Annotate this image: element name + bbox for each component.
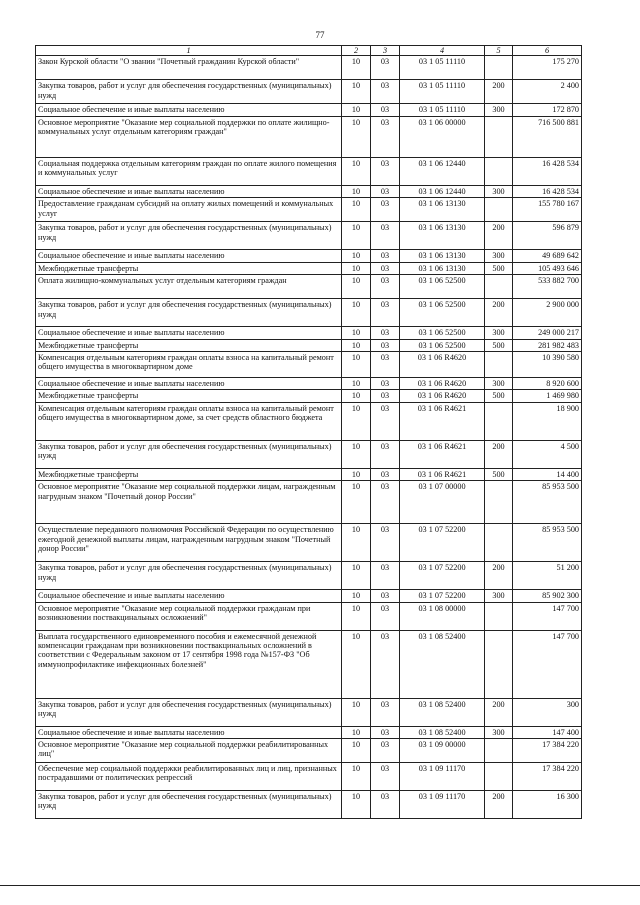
row-section-cell: 10 <box>342 198 371 222</box>
row-section-cell: 10 <box>342 56 371 80</box>
row-subsection-cell: 03 <box>371 116 400 157</box>
row-section-cell: 10 <box>342 390 371 402</box>
row-name-cell: Социальное обеспечение и иные выплаты населению <box>36 590 342 602</box>
row-subsection-cell: 03 <box>371 698 400 726</box>
row-target-code-cell: 03 1 06 52500 <box>400 327 485 339</box>
table-row <box>36 104 582 116</box>
row-expense-type-cell <box>485 602 513 630</box>
row-name-cell: Социальная поддержка отдельным категориям граждан по оплате жилого помещения и коммунальных услуг <box>36 157 342 185</box>
row-subsection-cell: 03 <box>371 630 400 698</box>
table-row <box>36 80 582 104</box>
table-row <box>36 524 582 562</box>
row-target-code-cell: 03 1 08 52400 <box>400 726 485 738</box>
row-name-cell: Оплата жилищно-коммунальных услуг отдельным категориям граждан <box>36 275 342 299</box>
row-target-code-cell: 03 1 06 R4620 <box>400 377 485 389</box>
row-expense-type-cell <box>485 198 513 222</box>
row-expense-type-cell <box>485 739 513 763</box>
row-section-cell: 10 <box>342 739 371 763</box>
row-expense-type-cell: 300 <box>485 377 513 389</box>
row-name-cell: Социальное обеспечение и иные выплаты населению <box>36 377 342 389</box>
row-expense-type-cell: 300 <box>485 726 513 738</box>
row-name-cell: Закупка товаров, работ и услуг для обеспечения государственных (муниципальных) нужд <box>36 562 342 590</box>
table-row <box>36 56 582 80</box>
row-subsection-cell: 03 <box>371 440 400 468</box>
row-subsection-cell: 03 <box>371 262 400 274</box>
row-amount-cell: 85 953 500 <box>513 524 582 562</box>
row-amount-cell: 49 689 642 <box>513 250 582 262</box>
row-expense-type-cell <box>485 524 513 562</box>
row-subsection-cell: 03 <box>371 198 400 222</box>
row-subsection-cell: 03 <box>371 468 400 480</box>
row-name-cell: Предоставление гражданам субсидий на оплату жилых помещений и коммунальных услуг <box>36 198 342 222</box>
table-row <box>36 726 582 738</box>
row-amount-cell: 2 400 <box>513 80 582 104</box>
row-target-code-cell: 03 1 05 11110 <box>400 80 485 104</box>
row-name-cell: Закупка товаров, работ и услуг для обеспечения государственных (муниципальных) нужд <box>36 698 342 726</box>
row-amount-cell: 16 428 534 <box>513 185 582 197</box>
row-section-cell: 10 <box>342 339 371 351</box>
table-row <box>36 390 582 402</box>
table-row <box>36 185 582 197</box>
row-expense-type-cell <box>485 275 513 299</box>
table-row <box>36 590 582 602</box>
row-amount-cell: 18 900 <box>513 402 582 440</box>
table-row <box>36 791 582 819</box>
row-section-cell: 10 <box>342 481 371 524</box>
row-expense-type-cell: 200 <box>485 791 513 819</box>
row-amount-cell: 300 <box>513 698 582 726</box>
row-subsection-cell: 03 <box>371 481 400 524</box>
table-row <box>36 630 582 698</box>
row-amount-cell: 249 000 217 <box>513 327 582 339</box>
row-name-cell: Закупка товаров, работ и услуг для обеспечения государственных (муниципальных) нужд <box>36 791 342 819</box>
row-target-code-cell: 03 1 06 R4621 <box>400 440 485 468</box>
row-expense-type-cell <box>485 56 513 80</box>
table-row <box>36 468 582 480</box>
row-section-cell: 10 <box>342 262 371 274</box>
row-target-code-cell: 03 1 06 13130 <box>400 262 485 274</box>
row-target-code-cell: 03 1 06 R4621 <box>400 468 485 480</box>
row-section-cell: 10 <box>342 116 371 157</box>
row-amount-cell: 14 400 <box>513 468 582 480</box>
row-expense-type-cell <box>485 630 513 698</box>
row-amount-cell: 281 982 483 <box>513 339 582 351</box>
row-section-cell: 10 <box>342 440 371 468</box>
row-subsection-cell: 03 <box>371 377 400 389</box>
row-target-code-cell: 03 1 09 11170 <box>400 763 485 791</box>
row-subsection-cell: 03 <box>371 327 400 339</box>
row-amount-cell: 175 270 <box>513 56 582 80</box>
row-expense-type-cell: 200 <box>485 299 513 327</box>
row-name-cell: Социальное обеспечение и иные выплаты населению <box>36 726 342 738</box>
column-header-section: 2 <box>342 46 371 56</box>
row-expense-type-cell: 200 <box>485 562 513 590</box>
row-amount-cell: 4 500 <box>513 440 582 468</box>
row-subsection-cell: 03 <box>371 739 400 763</box>
table-row <box>36 116 582 157</box>
row-expense-type-cell: 300 <box>485 590 513 602</box>
row-amount-cell: 147 700 <box>513 630 582 698</box>
row-section-cell: 10 <box>342 763 371 791</box>
row-target-code-cell: 03 1 08 00000 <box>400 602 485 630</box>
row-subsection-cell: 03 <box>371 763 400 791</box>
table-row <box>36 351 582 377</box>
table-row <box>36 402 582 440</box>
row-amount-cell: 147 400 <box>513 726 582 738</box>
row-subsection-cell: 03 <box>371 80 400 104</box>
table-row <box>36 222 582 250</box>
row-expense-type-cell <box>485 351 513 377</box>
row-section-cell: 10 <box>342 275 371 299</box>
row-section-cell: 10 <box>342 250 371 262</box>
row-subsection-cell: 03 <box>371 726 400 738</box>
row-amount-cell: 10 390 580 <box>513 351 582 377</box>
table-row <box>36 602 582 630</box>
row-section-cell: 10 <box>342 524 371 562</box>
row-subsection-cell: 03 <box>371 351 400 377</box>
row-amount-cell: 85 953 500 <box>513 481 582 524</box>
column-header-expense-type: 5 <box>485 46 513 56</box>
row-target-code-cell: 03 1 06 13130 <box>400 198 485 222</box>
row-target-code-cell: 03 1 06 12440 <box>400 185 485 197</box>
row-section-cell: 10 <box>342 726 371 738</box>
row-target-code-cell: 03 1 08 52400 <box>400 630 485 698</box>
row-expense-type-cell: 500 <box>485 339 513 351</box>
row-subsection-cell: 03 <box>371 562 400 590</box>
row-amount-cell: 147 700 <box>513 602 582 630</box>
row-target-code-cell: 03 1 06 13130 <box>400 250 485 262</box>
row-subsection-cell: 03 <box>371 390 400 402</box>
row-name-cell: Межбюджетные трансферты <box>36 339 342 351</box>
row-section-cell: 10 <box>342 299 371 327</box>
row-name-cell: Закупка товаров, работ и услуг для обеспечения государственных (муниципальных) нужд <box>36 440 342 468</box>
row-target-code-cell: 03 1 06 12440 <box>400 157 485 185</box>
row-target-code-cell: 03 1 06 13130 <box>400 222 485 250</box>
row-amount-cell: 17 384 220 <box>513 763 582 791</box>
row-target-code-cell: 03 1 09 11170 <box>400 791 485 819</box>
column-header-subsection: 3 <box>371 46 400 56</box>
row-name-cell: Межбюджетные трансферты <box>36 468 342 480</box>
row-target-code-cell: 03 1 09 00000 <box>400 739 485 763</box>
table-row <box>36 739 582 763</box>
row-subsection-cell: 03 <box>371 104 400 116</box>
row-name-cell: Основное мероприятие "Оказание мер социальной поддержки лицам, награжденным нагрудным знаком "Почетный донор России" <box>36 481 342 524</box>
row-subsection-cell: 03 <box>371 56 400 80</box>
row-section-cell: 10 <box>342 185 371 197</box>
budget-table <box>35 45 582 819</box>
row-expense-type-cell: 500 <box>485 468 513 480</box>
row-target-code-cell: 03 1 07 52200 <box>400 562 485 590</box>
row-name-cell: Закон Курской области "О звании "Почетный гражданин Курской области" <box>36 56 342 80</box>
row-amount-cell: 16 300 <box>513 791 582 819</box>
row-amount-cell: 105 493 646 <box>513 262 582 274</box>
row-section-cell: 10 <box>342 351 371 377</box>
row-name-cell: Основное мероприятие "Оказание мер социальной поддержки гражданам при возникновении поствакцинальных осложнений" <box>36 602 342 630</box>
row-amount-cell: 155 780 167 <box>513 198 582 222</box>
row-name-cell: Социальное обеспечение и иные выплаты населению <box>36 250 342 262</box>
row-amount-cell: 172 870 <box>513 104 582 116</box>
row-name-cell: Компенсация отдельным категориям граждан оплаты взноса на капитальный ремонт общего имущества в многоквартирном доме <box>36 351 342 377</box>
table-row <box>36 481 582 524</box>
row-subsection-cell: 03 <box>371 250 400 262</box>
row-target-code-cell: 03 1 07 00000 <box>400 481 485 524</box>
row-amount-cell: 716 500 881 <box>513 116 582 157</box>
row-section-cell: 10 <box>342 791 371 819</box>
row-target-code-cell: 03 1 08 52400 <box>400 698 485 726</box>
row-section-cell: 10 <box>342 468 371 480</box>
row-name-cell: Межбюджетные трансферты <box>36 262 342 274</box>
row-amount-cell: 1 469 980 <box>513 390 582 402</box>
row-section-cell: 10 <box>342 104 371 116</box>
row-name-cell: Закупка товаров, работ и услуг для обеспечения государственных (муниципальных) нужд <box>36 80 342 104</box>
table-row <box>36 339 582 351</box>
row-section-cell: 10 <box>342 630 371 698</box>
row-name-cell: Основное мероприятие "Оказание мер социальной поддержки по оплате жилищно-коммунальных услуг отдельным категориям граждан" <box>36 116 342 157</box>
row-subsection-cell: 03 <box>371 185 400 197</box>
row-section-cell: 10 <box>342 377 371 389</box>
row-section-cell: 10 <box>342 562 371 590</box>
row-expense-type-cell <box>485 116 513 157</box>
row-expense-type-cell: 500 <box>485 390 513 402</box>
table-row <box>36 562 582 590</box>
row-expense-type-cell: 300 <box>485 104 513 116</box>
column-header-target-code: 4 <box>400 46 485 56</box>
row-section-cell: 10 <box>342 402 371 440</box>
row-amount-cell: 596 879 <box>513 222 582 250</box>
row-subsection-cell: 03 <box>371 222 400 250</box>
row-target-code-cell: 03 1 06 52500 <box>400 299 485 327</box>
row-name-cell: Межбюджетные трансферты <box>36 390 342 402</box>
row-target-code-cell: 03 1 05 11110 <box>400 104 485 116</box>
row-name-cell: Осуществление переданного полномочия Российской Федерации по осуществлению ежегодной денежной выплаты лицам, награжденным нагрудным знаком "Почетный донор России" <box>36 524 342 562</box>
row-name-cell: Социальное обеспечение и иные выплаты населению <box>36 327 342 339</box>
row-name-cell: Закупка товаров, работ и услуг для обеспечения государственных (муниципальных) нужд <box>36 299 342 327</box>
column-header-amount: 6 <box>513 46 582 56</box>
row-section-cell: 10 <box>342 590 371 602</box>
table-row <box>36 198 582 222</box>
row-expense-type-cell <box>485 481 513 524</box>
row-section-cell: 10 <box>342 80 371 104</box>
row-subsection-cell: 03 <box>371 157 400 185</box>
row-target-code-cell: 03 1 05 11110 <box>400 56 485 80</box>
row-subsection-cell: 03 <box>371 791 400 819</box>
row-subsection-cell: 03 <box>371 275 400 299</box>
row-subsection-cell: 03 <box>371 602 400 630</box>
table-row <box>36 377 582 389</box>
row-target-code-cell: 03 1 06 R4621 <box>400 402 485 440</box>
row-target-code-cell: 03 1 06 52500 <box>400 275 485 299</box>
table-row <box>36 250 582 262</box>
row-subsection-cell: 03 <box>371 339 400 351</box>
row-name-cell: Основное мероприятие "Оказание мер социальной поддержки реабилитированных лиц" <box>36 739 342 763</box>
row-expense-type-cell: 200 <box>485 80 513 104</box>
row-expense-type-cell <box>485 763 513 791</box>
column-number-row <box>36 46 582 56</box>
row-name-cell: Компенсация отдельным категориям граждан оплаты взноса на капитальный ремонт общего имущества в многоквартирном доме, за счет средств областного бюджета <box>36 402 342 440</box>
table-row <box>36 440 582 468</box>
table-row <box>36 157 582 185</box>
page-bottom-rule <box>0 885 640 886</box>
row-target-code-cell: 03 1 06 R4620 <box>400 351 485 377</box>
row-name-cell: Выплата государственного единовременного пособия и ежемесячной денежной компенсации гражданам при возникновении поствакцинальных осложнений в соответствии с Федеральным законом от 17 сентября 1998 года №157-ФЗ "Об иммунопрофилактике инфекционных болезней" <box>36 630 342 698</box>
row-expense-type-cell: 300 <box>485 250 513 262</box>
column-header-name: 1 <box>36 46 342 56</box>
row-target-code-cell: 03 1 06 R4620 <box>400 390 485 402</box>
row-name-cell: Социальное обеспечение и иные выплаты населению <box>36 104 342 116</box>
table-row <box>36 299 582 327</box>
row-amount-cell: 85 902 300 <box>513 590 582 602</box>
row-section-cell: 10 <box>342 327 371 339</box>
row-name-cell: Обеспечение мер социальной поддержки реабилитированных лиц и лиц, признанных пострадавшими от политических репрессий <box>36 763 342 791</box>
row-target-code-cell: 03 1 06 52500 <box>400 339 485 351</box>
row-expense-type-cell <box>485 402 513 440</box>
row-expense-type-cell: 300 <box>485 327 513 339</box>
row-amount-cell: 51 200 <box>513 562 582 590</box>
table-row <box>36 763 582 791</box>
row-name-cell: Социальное обеспечение и иные выплаты населению <box>36 185 342 197</box>
row-target-code-cell: 03 1 07 52200 <box>400 590 485 602</box>
row-expense-type-cell: 500 <box>485 262 513 274</box>
row-subsection-cell: 03 <box>371 402 400 440</box>
table-row <box>36 698 582 726</box>
row-subsection-cell: 03 <box>371 524 400 562</box>
row-target-code-cell: 03 1 06 00000 <box>400 116 485 157</box>
row-expense-type-cell: 200 <box>485 440 513 468</box>
row-target-code-cell: 03 1 07 52200 <box>400 524 485 562</box>
row-section-cell: 10 <box>342 602 371 630</box>
table-row <box>36 275 582 299</box>
row-expense-type-cell: 300 <box>485 185 513 197</box>
table-body <box>36 56 582 819</box>
row-amount-cell: 2 900 000 <box>513 299 582 327</box>
row-amount-cell: 8 920 600 <box>513 377 582 389</box>
table-row <box>36 262 582 274</box>
row-expense-type-cell: 200 <box>485 222 513 250</box>
row-subsection-cell: 03 <box>371 590 400 602</box>
row-section-cell: 10 <box>342 698 371 726</box>
row-expense-type-cell: 200 <box>485 698 513 726</box>
table-row <box>36 327 582 339</box>
row-amount-cell: 16 428 534 <box>513 157 582 185</box>
row-amount-cell: 533 882 700 <box>513 275 582 299</box>
page-number: 77 <box>315 30 325 40</box>
row-subsection-cell: 03 <box>371 299 400 327</box>
row-expense-type-cell <box>485 157 513 185</box>
row-name-cell: Закупка товаров, работ и услуг для обеспечения государственных (муниципальных) нужд <box>36 222 342 250</box>
row-section-cell: 10 <box>342 157 371 185</box>
row-section-cell: 10 <box>342 222 371 250</box>
row-amount-cell: 17 384 220 <box>513 739 582 763</box>
